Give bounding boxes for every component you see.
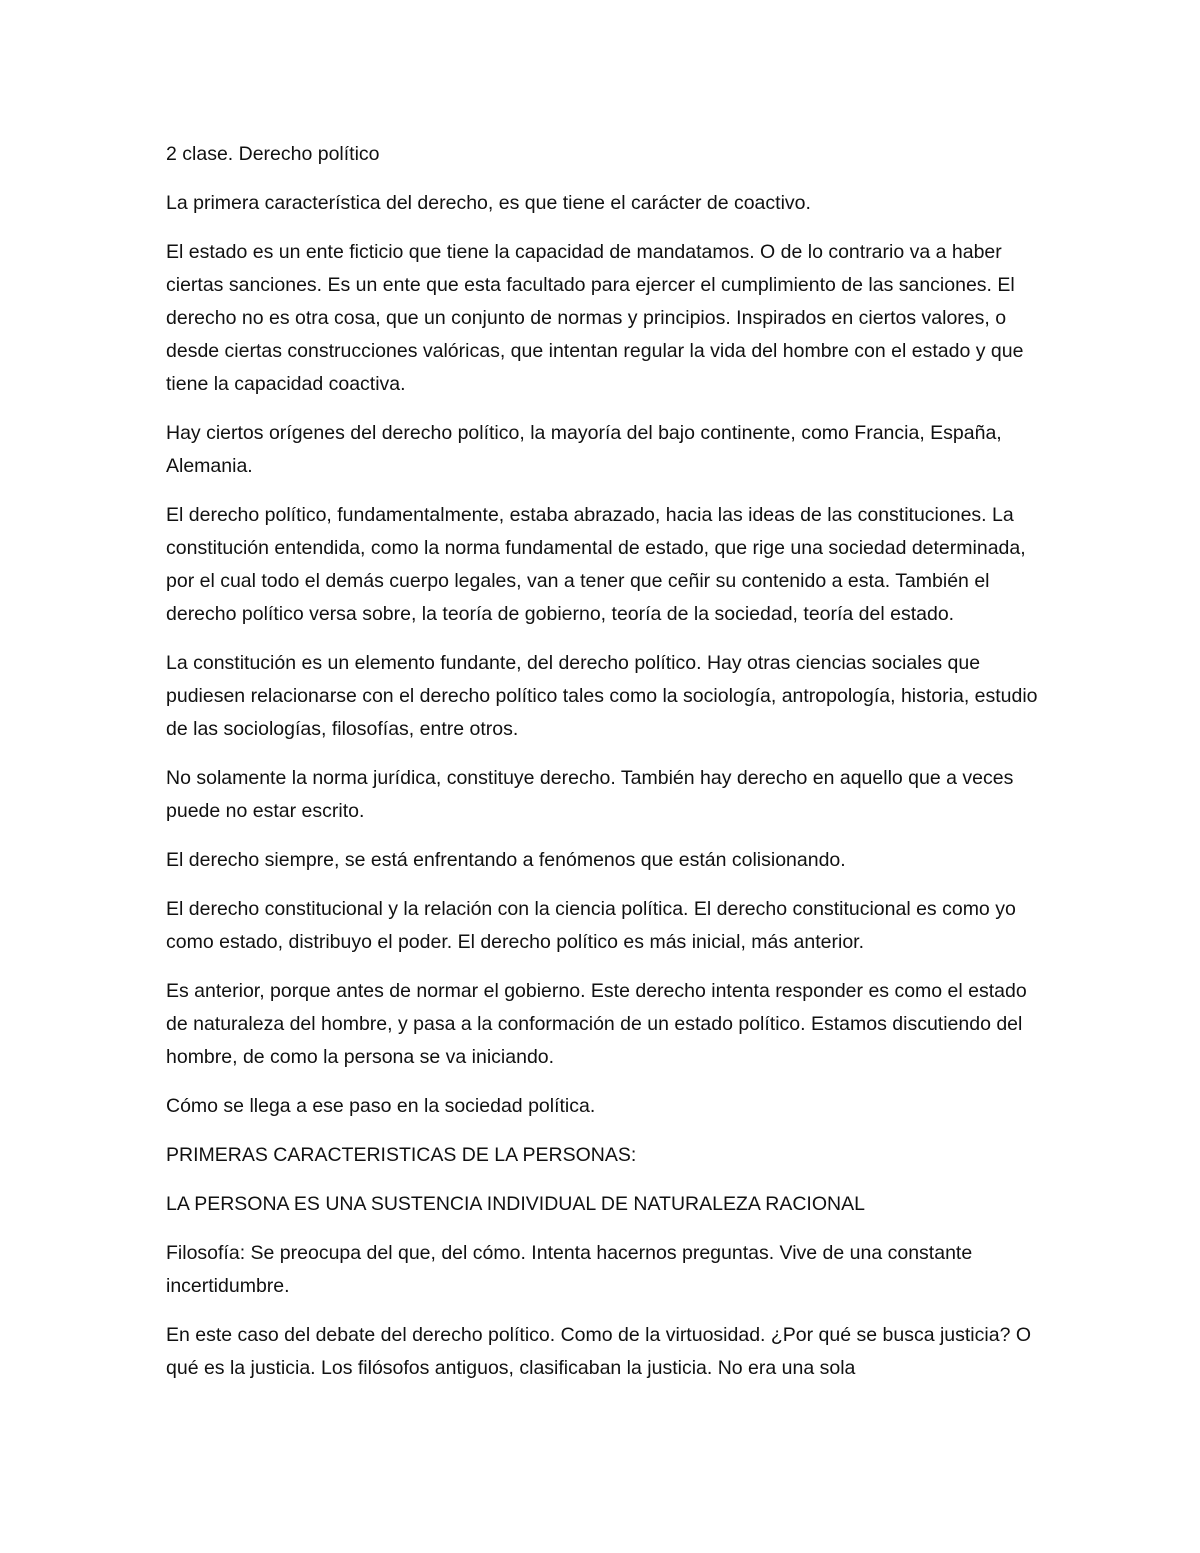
paragraph: Cómo se llega a ese paso en la sociedad política. — [166, 1095, 596, 1117]
paragraph: En este caso del debate del derecho político. Como de la virtuosidad. ¿Por qué se busca justicia? O qué es la justicia. Los filósofos antiguos, clasificaban la justicia. No era una sola — [166, 1324, 1031, 1379]
paragraph: Hay ciertos orígenes del derecho político, la mayoría del bajo continente, como Francia, España, Alemania. — [166, 422, 1002, 477]
document-body — [166, 138, 1046, 1401]
paragraph: Filosofía: Se preocupa del que, del cómo. Intenta hacernos preguntas. Vive de una constante incertidumbre. — [166, 1242, 973, 1297]
paragraph: El derecho político, fundamentalmente, estaba abrazado, hacia las ideas de las constituciones. La constitución entendida, como la norma fundamental de estado, que rige una sociedad determinada, por el cual todo el demás cuerpo legales, van a tener que ceñir su contenido a esta. También el derecho político versa sobre, la teoría de gobierno, teoría de la sociedad, teoría del estado. — [166, 504, 1026, 625]
paragraph: El derecho constitucional y la relación con la ciencia política. El derecho constitucional es como yo como estado, distribuyo el poder. El derecho político es más inicial, más anterior. — [166, 898, 1016, 953]
paragraph: El estado es un ente ficticio que tiene la capacidad de mandatamos. O de lo contrario va a haber ciertas sanciones. Es un ente que esta facultado para ejercer el cumplimiento de las sanciones. El derecho no es otra cosa, que un conjunto de normas y principios. Inspirados en ciertos valores, o desde ciertas construcciones valóricas, que intentan regular la vida del hombre con el estado y que tiene la capacidad coactiva. — [166, 241, 1024, 395]
paragraph: La primera característica del derecho, es que tiene el carácter de coactivo. — [166, 192, 811, 214]
paragraph: El derecho siempre, se está enfrentando a fenómenos que están colisionando. — [166, 849, 846, 871]
paragraph: Es anterior, porque antes de normar el gobierno. Este derecho intenta responder es como el estado de naturaleza del hombre, y pasa a la conformación de un estado político. Estamos discutiendo del hombre, de como la persona se va iniciando. — [166, 980, 1027, 1068]
document-heading: 2 clase. Derecho político — [166, 143, 380, 165]
paragraph: No solamente la norma jurídica, constituye derecho. También hay derecho en aquello que a veces puede no estar escrito. — [166, 767, 1014, 822]
section-heading: PRIMERAS CARACTERISTICAS DE LA PERSONAS: — [166, 1144, 637, 1166]
paragraph: La constitución es un elemento fundante, del derecho político. Hay otras ciencias sociales que pudiesen relacionarse con el derecho político tales como la sociología, antropología, historia, estudio de las sociologías, filosofías, entre otros. — [166, 652, 1038, 740]
section-heading: LA PERSONA ES UNA SUSTENCIA INDIVIDUAL DE NATURALEZA RACIONAL — [166, 1193, 865, 1215]
